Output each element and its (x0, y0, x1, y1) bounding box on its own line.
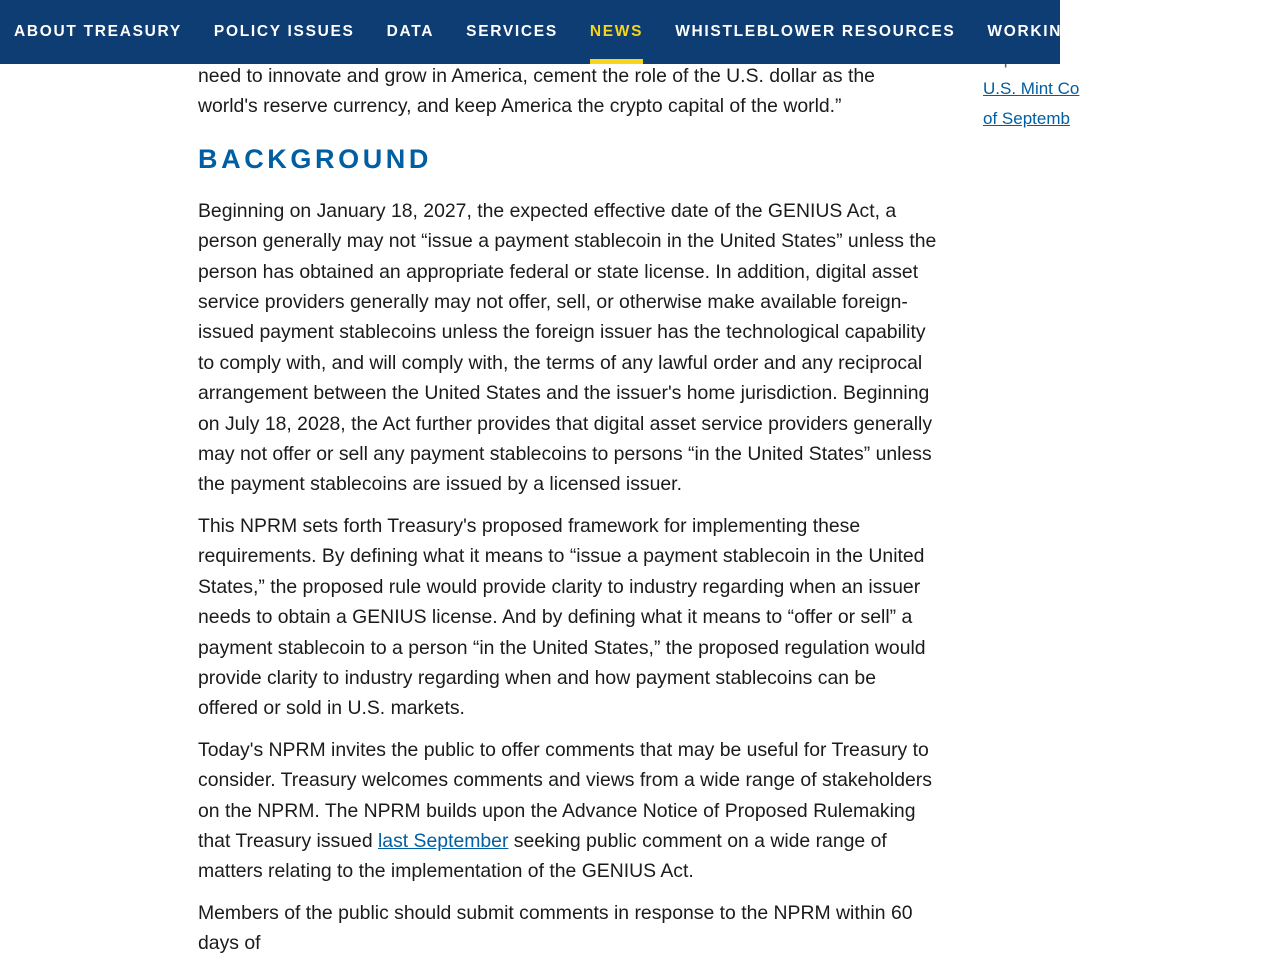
nav-item-working-families-tax-cuts[interactable]: WORKING FAMILIES TAX CUTS (987, 23, 1263, 40)
nav-item-news[interactable]: NEWS (574, 0, 659, 64)
background-paragraph-1: Beginning on January 18, 2027, the expected effective date of the GENIUS Act, a person generally may not “issue a payment stablecoin in the United States” unless the person has obtained an appropriate federal or state license. In addition, digital asset service providers generally may not offer, sell, or otherwise make available foreign-issued payment stablecoins unless the foreign issuer has the technological capability to comply with, and will comply with, the terms of any lawful order and any reciprocal arrangement between the United States and the issuer's home jurisdiction. Beginning on July 18, 2028, the Act further provides that digital asset service providers generally may not offer or sell any payment stablecoins to persons “in the United States” unless the payment stablecoins are issued by a licensed issuer. (198, 199, 937, 496)
related-news-link-line1: U.S. Mint Co (983, 79, 1080, 98)
background-paragraph-3 (198, 735, 940, 887)
section-heading-background: BACKGROUND (198, 143, 432, 174)
last-september-link[interactable]: last September (378, 829, 509, 852)
nav-item-policy-issues[interactable]: POLICY ISSUES (213, 23, 355, 40)
article-body (198, 61, 940, 970)
background-paragraph-4: Members of the public should submit comments in response to the NPRM within 60 days of (198, 901, 913, 955)
nav-item-whistleblower-resources[interactable]: WHISTLEBLOWER RESOURCES (675, 23, 956, 40)
nav-item-data[interactable]: DATA (386, 23, 435, 40)
intro-paragraph: need to innovate and grow in America, cement the role of the U.S. dollar as the world's reserve currency, and keep America the crypto capital of the world.” (198, 65, 875, 118)
nav-list (0, 0, 1263, 64)
top-navigation (0, 0, 1263, 64)
paragraph-3-text-end: seeking public comment on a wide range of matters relating to the implementation of the GENIUS Act. (198, 829, 887, 883)
paragraph-3-text-start: Today's NPRM invites the public to offer comments that may be useful for Treasury to consider. Treasury welcomes comments and views from a wide range of stakeholders on the NPRM. The NPRM builds upon the Advance Notice of Proposed Rulemaking that Treasury issued (198, 738, 932, 852)
related-news-link[interactable] (983, 74, 1103, 134)
background-paragraph-2: This NPRM sets forth Treasury's proposed framework for implementing these requirements. By defining what it means to “issue a payment stablecoin in the United States,” the proposed rule would provide clarity to industry regarding when an issuer needs to obtain a GENIUS license. And by defining what it means to “offer or sell” a payment stablecoin to a person “in the United States,” the proposed regulation would provide clarity to industry regarding when and how payment stablecoins can be offered or sold in U.S. markets. (198, 514, 926, 720)
nav-item-services[interactable]: SERVICES (466, 23, 558, 40)
related-news-link-line2: of Septemb (983, 109, 1070, 128)
nav-item-about-treasury[interactable]: ABOUT TREASURY (14, 23, 182, 40)
